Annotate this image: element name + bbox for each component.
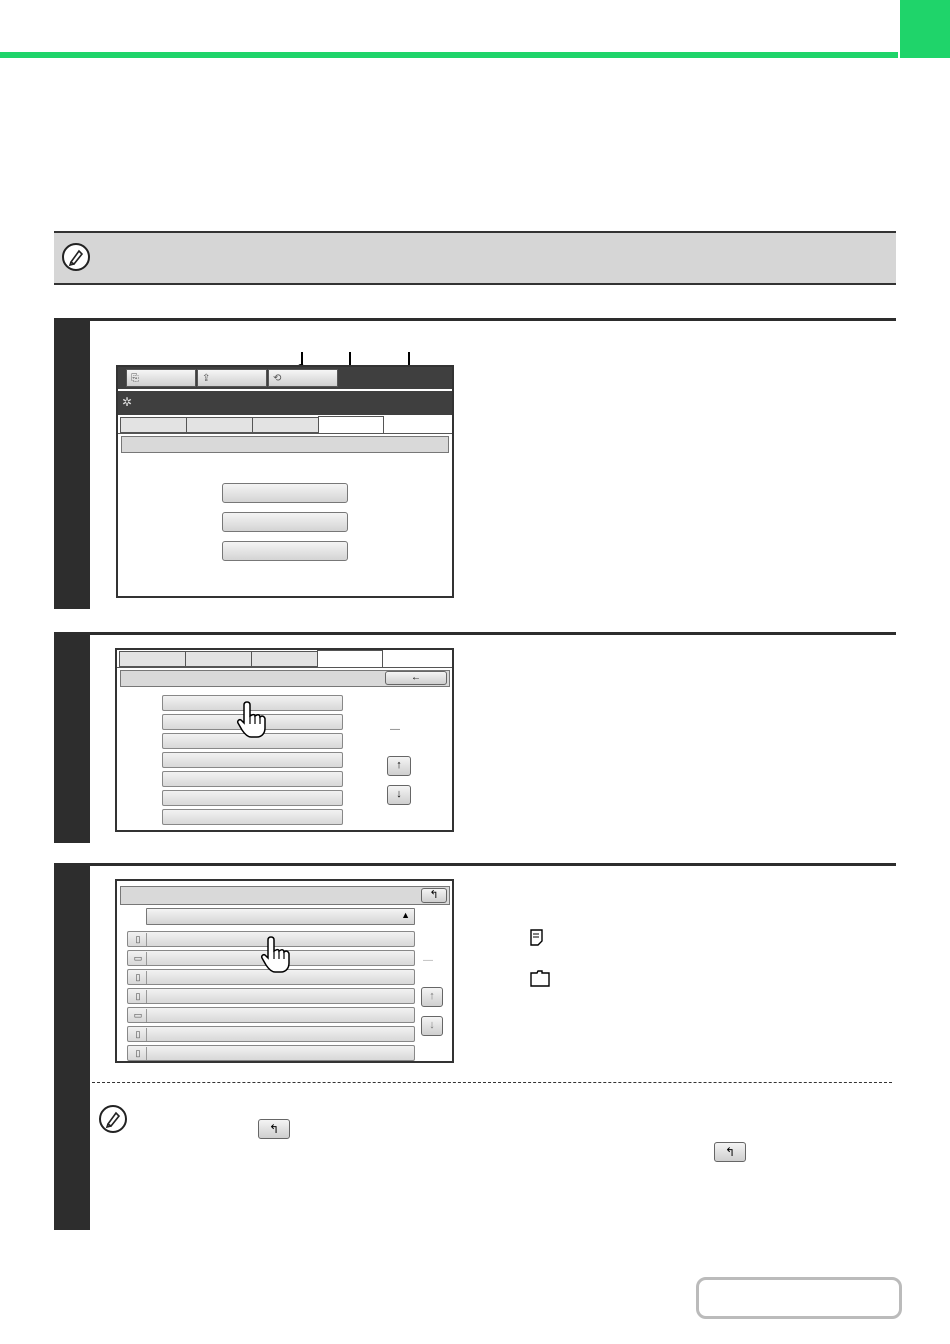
step-2-screen (115, 648, 454, 832)
step-3-screen (115, 879, 454, 1063)
tab-underline (118, 433, 452, 434)
path-dropdown[interactable] (146, 908, 415, 925)
file-icon: ▯ (130, 933, 147, 946)
note-bar (54, 231, 896, 285)
pencil-icon (62, 243, 90, 271)
file-row[interactable] (127, 1026, 415, 1042)
menu-button-2[interactable] (222, 512, 348, 532)
step-3-marker (54, 863, 90, 1230)
tab-3[interactable] (252, 417, 319, 433)
tab-1[interactable] (119, 651, 186, 667)
tab-3[interactable] (251, 651, 318, 667)
list-item[interactable] (162, 752, 343, 768)
scroll-down-button[interactable]: ↓ (421, 1016, 443, 1036)
file-icon: ▯ (130, 1028, 147, 1041)
scroll-up-button[interactable]: ↑ (421, 987, 443, 1007)
file-icon: ▯ (130, 990, 147, 1003)
section-header-bar (120, 670, 450, 687)
scroll-down-button[interactable]: ↓ (387, 785, 411, 805)
step-1-screen (116, 365, 454, 598)
navigation-box[interactable] (696, 1277, 902, 1319)
file-row[interactable] (127, 988, 415, 1004)
copy-icon: ⎘ (131, 373, 139, 384)
pencil-icon (99, 1105, 127, 1133)
step-2-marker (54, 632, 90, 843)
menu-button-1[interactable] (222, 483, 348, 503)
folder-icon: ▭ (130, 1009, 147, 1022)
list-item[interactable] (162, 771, 343, 787)
header-corner-block (900, 0, 950, 58)
file-icon (530, 929, 543, 946)
folder-header-bar (120, 886, 450, 905)
menu-button-3[interactable] (222, 541, 348, 561)
folder-row[interactable] (127, 1007, 415, 1023)
tab-1[interactable] (120, 417, 187, 433)
section-header-bar (121, 436, 449, 453)
tab-4-active[interactable] (317, 650, 383, 668)
copy-mode-button[interactable] (126, 369, 196, 387)
folder-icon (530, 970, 550, 987)
title-bar (118, 391, 452, 415)
list-item[interactable] (162, 809, 343, 825)
file-icon: ▯ (130, 971, 147, 984)
file-icon: ▯ (130, 1047, 147, 1060)
up-folder-inline-button: ↰ (258, 1119, 290, 1139)
tab-4-active[interactable] (318, 416, 384, 434)
mode-icon: ✲ (122, 395, 133, 409)
step-1-marker (54, 318, 90, 609)
tab-underline (117, 667, 452, 668)
scroll-up-button[interactable]: ↑ (387, 756, 411, 776)
back-button[interactable]: ← (385, 671, 447, 685)
pointing-hand-icon (259, 935, 295, 975)
page-indicator: — (423, 955, 433, 966)
image-send-icon: ⇪ (202, 373, 211, 384)
list-item[interactable] (162, 790, 343, 806)
tab-2[interactable] (185, 651, 252, 667)
step-3-divider (90, 863, 896, 866)
step-2-divider (90, 632, 896, 635)
note-separator (92, 1082, 892, 1083)
document-filing-icon: ⟲ (273, 373, 282, 384)
tab-2[interactable] (186, 417, 253, 433)
top-folder-inline-button: ↰ (714, 1142, 746, 1162)
pointing-hand-icon (235, 700, 271, 740)
up-folder-button[interactable]: ↰ (421, 888, 447, 903)
mode-bar (118, 367, 452, 389)
document-filing-mode-button[interactable] (268, 369, 338, 387)
page-indicator: — (390, 724, 400, 735)
folder-icon: ▭ (130, 952, 147, 965)
header-bar (0, 0, 898, 58)
step-1-divider (90, 318, 896, 321)
image-send-mode-button[interactable] (197, 369, 267, 387)
dropdown-arrow-icon: ▲ (401, 910, 410, 920)
file-row[interactable] (127, 1045, 415, 1061)
